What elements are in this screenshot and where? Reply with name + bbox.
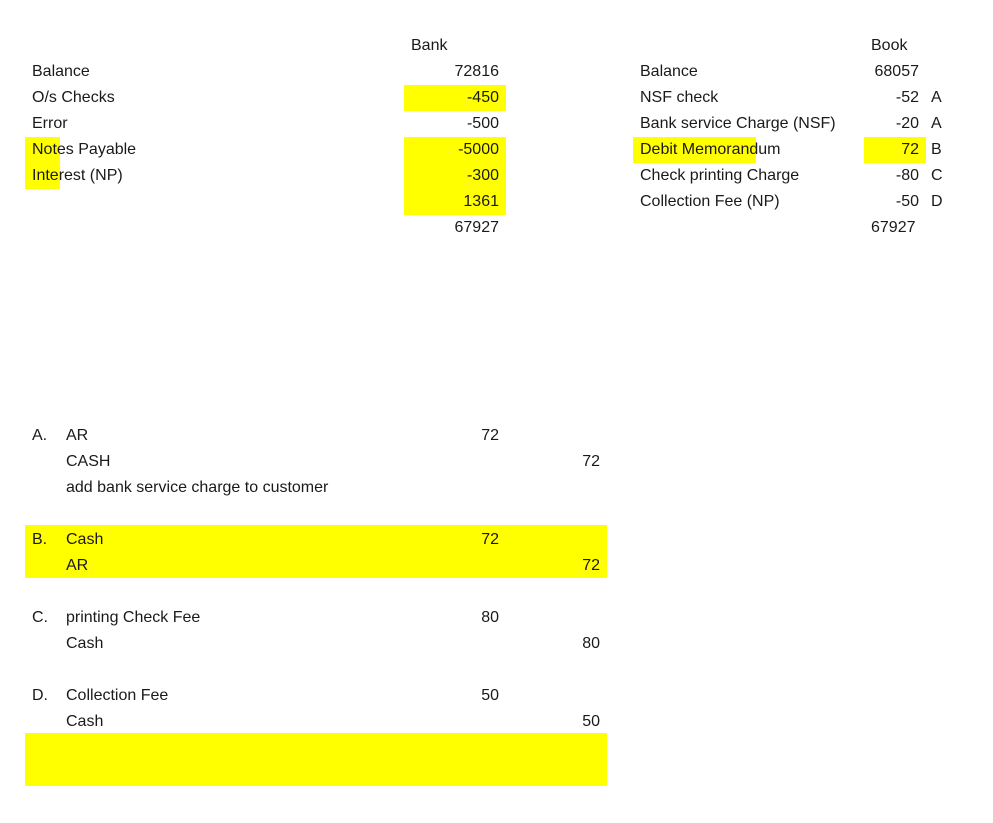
book-row-value: -20 <box>895 115 919 132</box>
entry-credit-account: Cash <box>66 713 104 730</box>
book-row-value: 72 <box>901 141 919 158</box>
entry-letter: B. <box>32 531 48 548</box>
book-row-code: A <box>931 89 942 106</box>
book-row-value: -80 <box>895 167 919 184</box>
book-row-code: A <box>931 115 942 132</box>
bank-row-label: Error <box>32 115 68 132</box>
bank-row-label: Notes Payable <box>32 141 137 158</box>
entry-credit-amount: 80 <box>582 635 600 652</box>
book-row-label: Collection Fee (NP) <box>640 193 780 210</box>
bank-row-label: O/s Checks <box>32 89 115 106</box>
highlight-entry-b <box>25 525 607 578</box>
entry-credit-account: Cash <box>66 635 104 652</box>
book-row-label: Bank service Charge (NSF) <box>640 115 836 132</box>
entry-debit-account: Cash <box>66 531 104 548</box>
entry-debit-account: AR <box>66 427 89 444</box>
bank-total: 67927 <box>454 219 499 236</box>
bank-row-value: -450 <box>466 89 499 106</box>
book-row-label: Check printing Charge <box>640 167 800 184</box>
bank-row-value: -300 <box>466 167 499 184</box>
bank-header: Bank <box>411 37 448 54</box>
entry-debit-amount: 72 <box>481 427 499 444</box>
book-row-label: NSF check <box>640 89 719 106</box>
book-row-value: 68057 <box>874 63 919 80</box>
entry-credit-account: CASH <box>66 453 111 470</box>
entry-credit-amount: 72 <box>582 557 600 574</box>
entry-debit-account: Collection Fee <box>66 687 169 704</box>
entry-credit-amount: 50 <box>582 713 600 730</box>
book-row-code: B <box>931 141 942 158</box>
book-total: 67927 <box>871 219 916 236</box>
book-header: Book <box>871 37 908 54</box>
bank-row-value: -500 <box>466 115 499 132</box>
bank-row-label: Balance <box>32 63 90 80</box>
book-row-label: Balance <box>640 63 698 80</box>
book-row-code: D <box>931 193 943 210</box>
entry-credit-amount: 72 <box>582 453 600 470</box>
bank-row-value: -5000 <box>458 141 499 158</box>
entry-note: add bank service charge to customer <box>66 479 329 496</box>
bank-row-value: 72816 <box>454 63 499 80</box>
highlight-empty-bottom <box>25 733 607 786</box>
entry-credit-account: AR <box>66 557 89 574</box>
bank-row-label: Interest (NP) <box>32 167 123 184</box>
entry-letter: D. <box>32 687 48 704</box>
entry-debit-amount: 80 <box>481 609 499 626</box>
entry-debit-account: printing Check Fee <box>66 609 201 626</box>
book-row-code: C <box>931 167 943 184</box>
entry-debit-amount: 50 <box>481 687 499 704</box>
book-row-value: -50 <box>895 193 919 210</box>
bank-row-value: 1361 <box>463 193 499 210</box>
book-row-value: -52 <box>895 89 919 106</box>
book-row-label: Debit Memorandum <box>640 141 781 158</box>
entry-letter: C. <box>32 609 48 626</box>
entry-debit-amount: 72 <box>481 531 499 548</box>
entry-letter: A. <box>32 427 48 444</box>
